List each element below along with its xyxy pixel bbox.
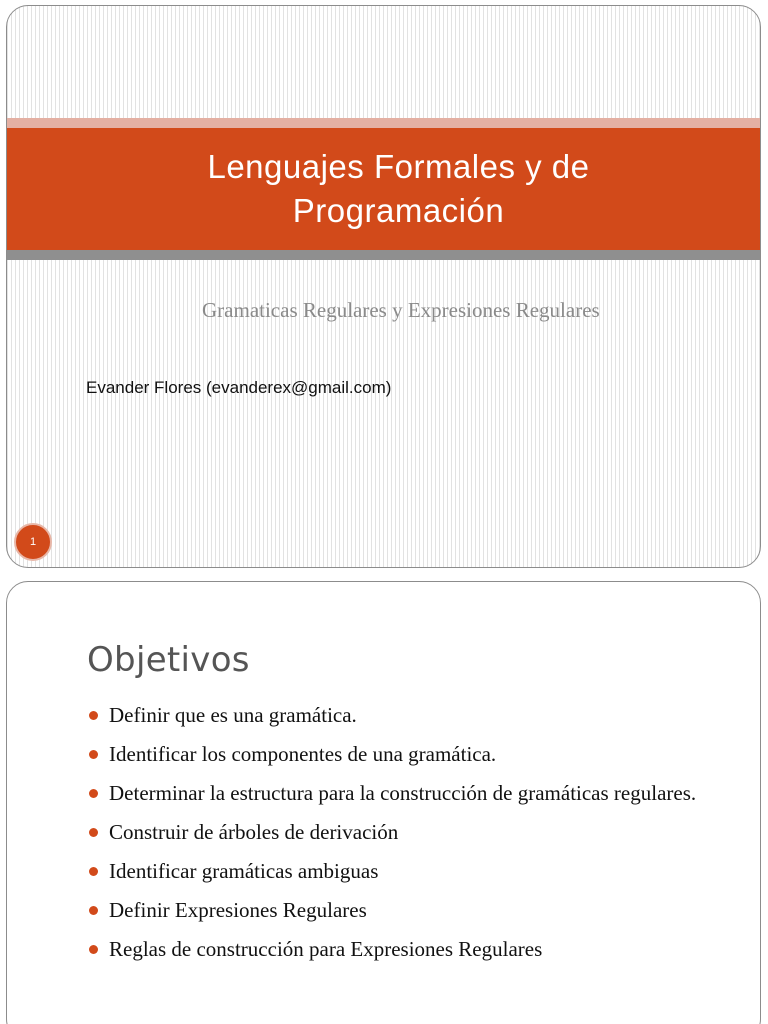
list-item-text: Definir que es una gramática.: [109, 703, 357, 727]
title-band: [7, 128, 760, 250]
list-item-text: Determinar la estructura para la construcción de gramáticas regulares.: [109, 781, 697, 805]
bullet-icon: [89, 828, 98, 837]
title-band-top-stripe: [7, 118, 760, 128]
list-item: [87, 817, 727, 848]
bullet-icon: [89, 750, 98, 759]
author-line: Evander Flores (evanderex@gmail.com): [86, 378, 392, 397]
bullet-icon: [89, 789, 98, 798]
bullet-icon: [89, 711, 98, 720]
list-item: [87, 895, 727, 926]
title-slide: [6, 5, 761, 568]
objectives-list: [87, 700, 727, 973]
title-line-1: Lenguajes Formales y de: [207, 148, 590, 185]
title-band-bottom-stripe: [7, 250, 760, 260]
list-item: [87, 934, 727, 965]
slide-number-text: 1: [29, 536, 37, 548]
list-item-text: Definir Expresiones Regulares: [109, 898, 367, 922]
list-item-text: Reglas de construcción para Expresiones Regulares: [109, 937, 543, 961]
presentation-title: [119, 145, 679, 233]
list-item-text: Identificar gramáticas ambiguas: [109, 859, 379, 883]
bullet-icon: [89, 906, 98, 915]
objectives-title: Objetivos: [87, 640, 250, 680]
title-line-2: Programación: [292, 192, 505, 229]
list-item: [87, 856, 727, 887]
list-item-text: Construir de árboles de derivación: [109, 820, 399, 844]
bullet-icon: [89, 867, 98, 876]
list-item: [87, 739, 727, 770]
list-item: [87, 700, 727, 731]
list-item-text: Identificar los componentes de una gramática.: [109, 742, 497, 766]
bullet-icon: [89, 945, 98, 954]
slide-number-badge: [14, 523, 52, 561]
list-item: [87, 778, 727, 809]
objectives-slide: [6, 581, 761, 1024]
presentation-subtitle: Gramaticas Regulares y Expresiones Regulares: [202, 298, 600, 322]
